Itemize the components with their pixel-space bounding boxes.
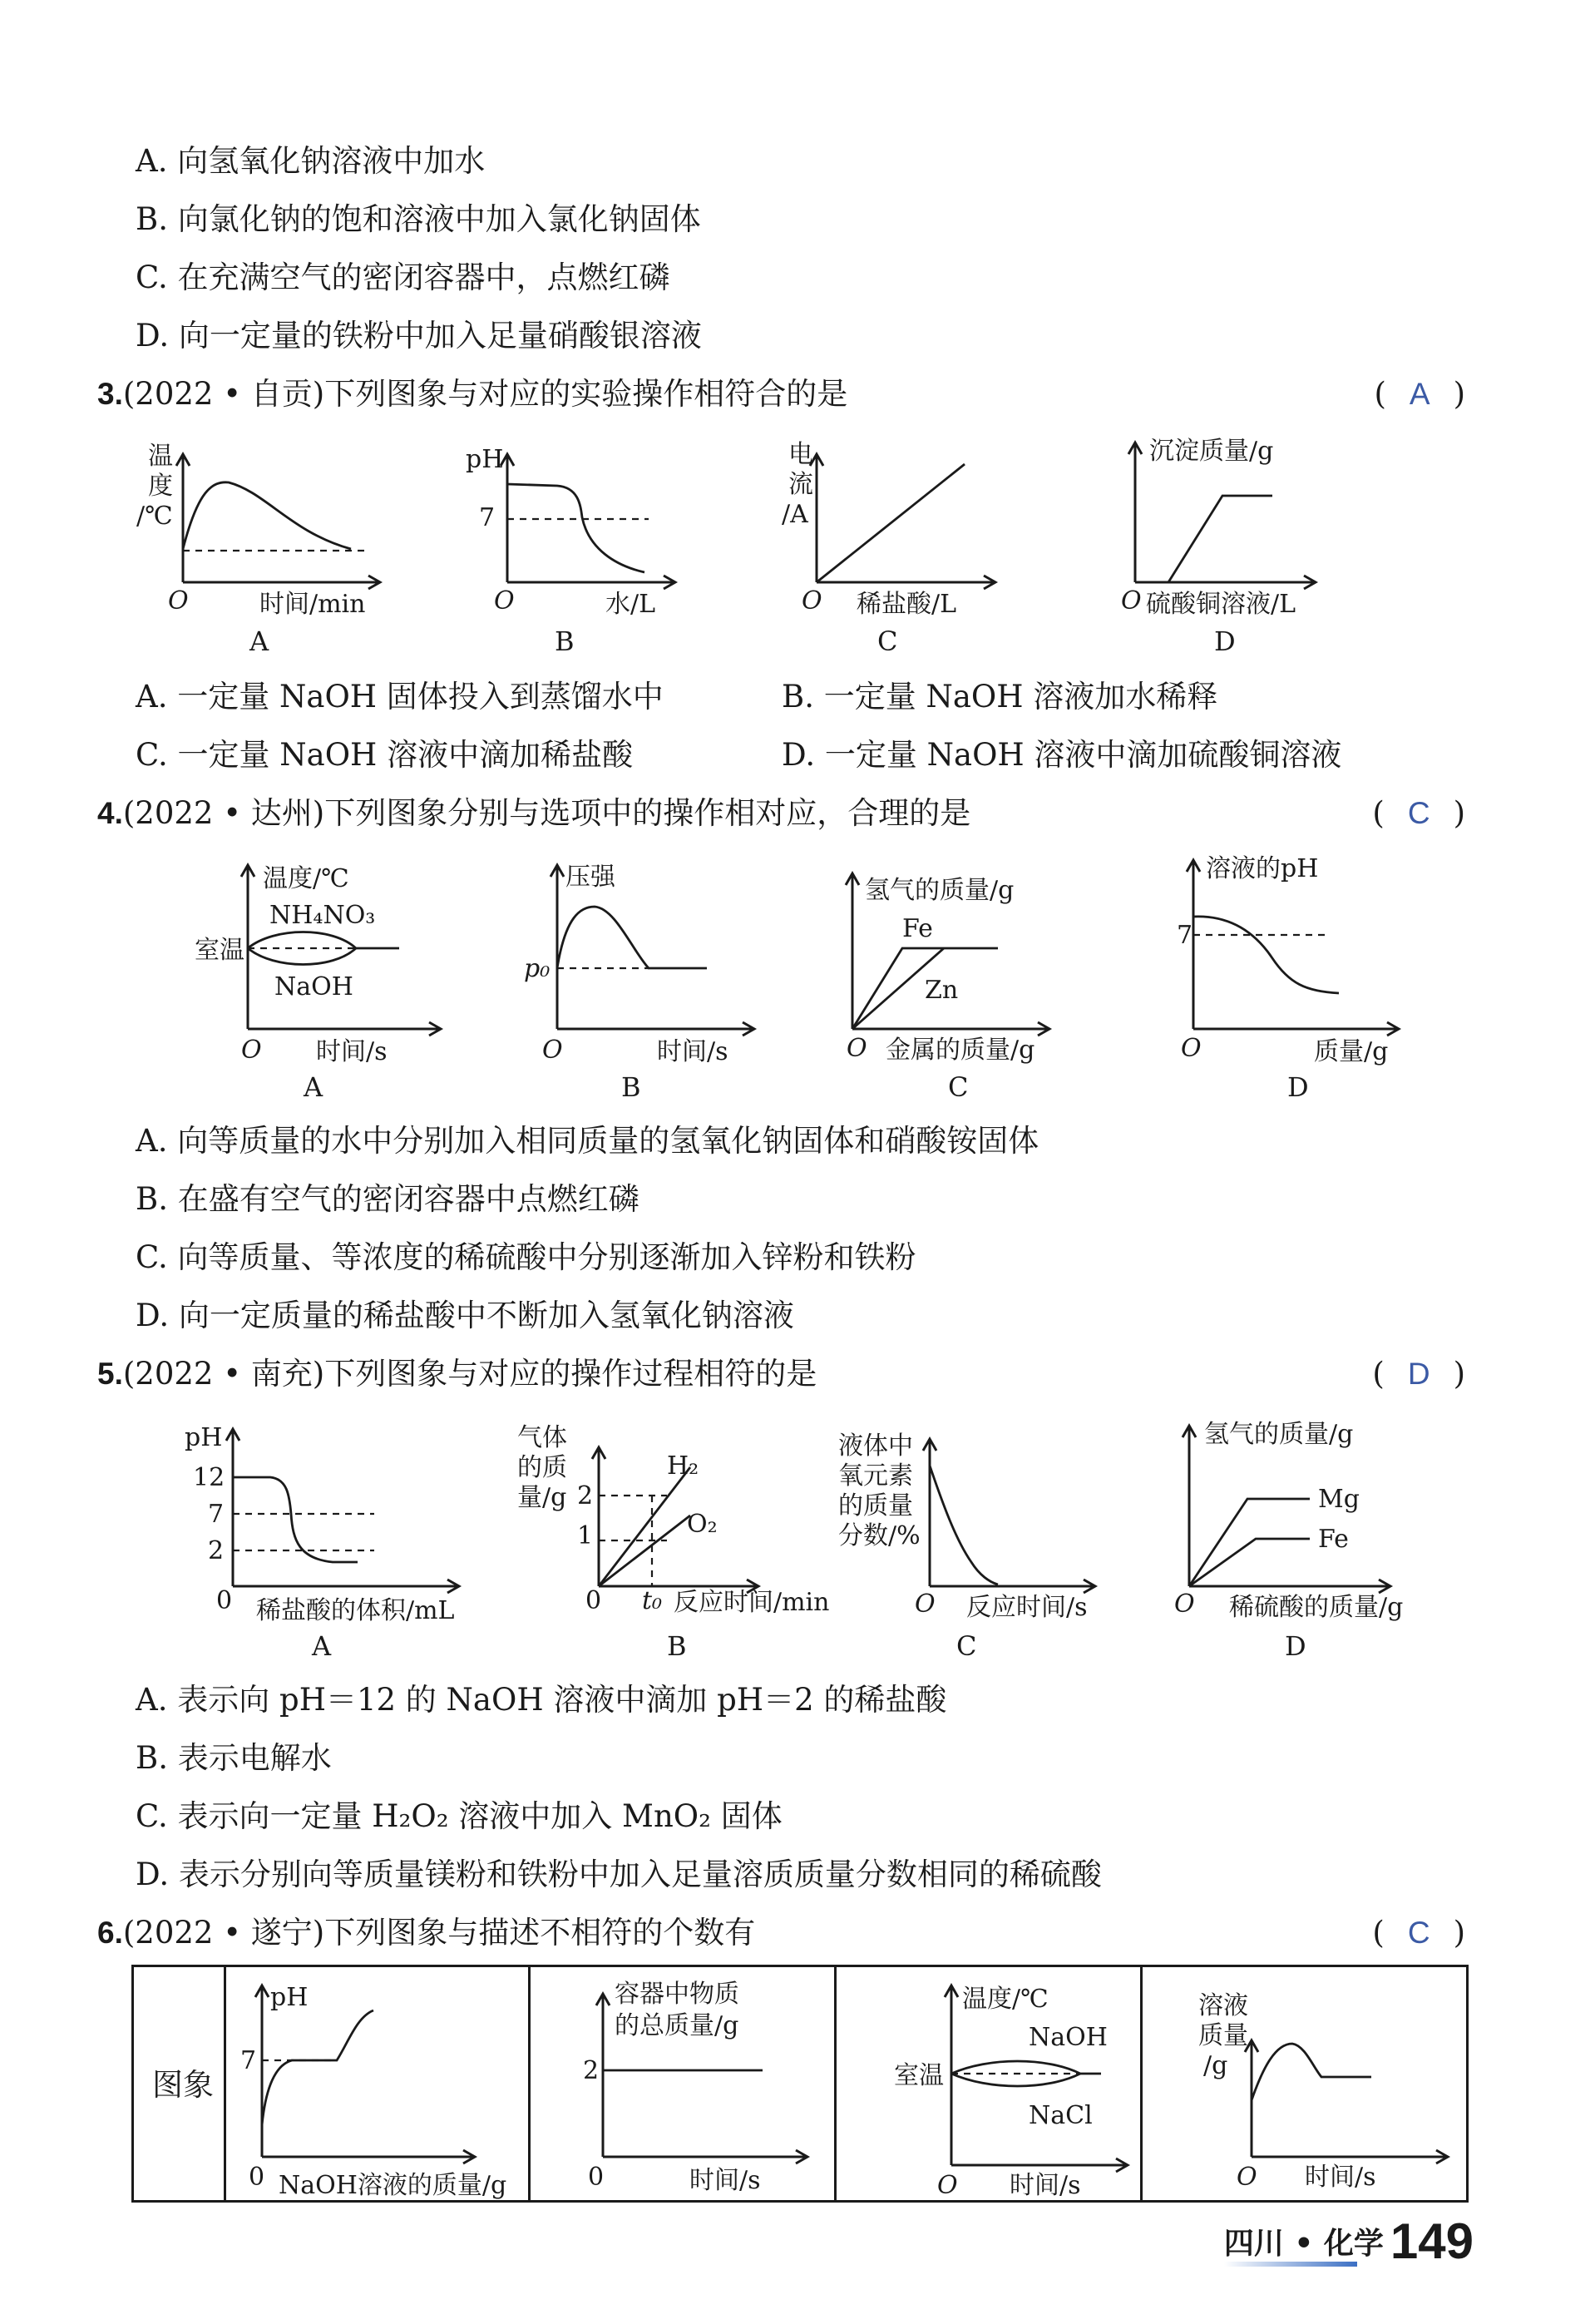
q5d-letter: D <box>1285 1630 1306 1662</box>
q3c-ylabel-1: 电 <box>788 440 813 469</box>
q4d-xlabel: 质量/g <box>1314 1037 1389 1066</box>
q4-graph-d <box>1177 854 1399 1103</box>
page-number: 149 <box>1390 2213 1474 2269</box>
q6g4-origin: O <box>1237 2163 1257 2192</box>
q5a-tick-2: 2 <box>208 1536 225 1565</box>
q5a-tick-12: 12 <box>193 1463 225 1492</box>
q4c-ylabel: 氢气的质量/g <box>865 876 1015 905</box>
q4-graph-c <box>846 873 1049 1103</box>
q5-number: 5. <box>97 1357 123 1391</box>
page-footer <box>1224 2213 1474 2270</box>
q5b-series2-label: O₂ <box>687 1510 718 1539</box>
q3a-letter: A <box>249 626 269 657</box>
q3-stem-text: (2022 • 自贡)下列图象与对应的实验操作相符合的是 <box>122 376 848 412</box>
q6g3-ylabel: 温度/℃ <box>962 1985 1049 2014</box>
q5-stem <box>97 1356 817 1392</box>
footer-province-subject: 四川 • 化学 <box>1223 2227 1384 2261</box>
q5-answer: ( D ) <box>1372 1356 1465 1392</box>
q5b-ylabel-2: 的质 <box>517 1453 567 1482</box>
q3-stem <box>97 376 847 413</box>
q5b-xtick: t₀ <box>642 1586 663 1615</box>
q4a-xlabel: 时间/s <box>316 1037 388 1066</box>
q3b-letter: B <box>555 626 575 657</box>
q5a-letter: A <box>312 1630 332 1662</box>
q5b-ylabel-3: 量/g <box>517 1483 567 1512</box>
q5d-series2-label: Fe <box>1318 1525 1349 1554</box>
q4-graph-b <box>524 863 754 1103</box>
q5b-ylabel-1: 气体 <box>517 1423 567 1452</box>
q6g1-tick-7: 7 <box>240 2046 257 2075</box>
q6-figures <box>224 1967 1466 2200</box>
q3b-origin: O <box>494 586 515 616</box>
q6g3-origin: O <box>937 2171 958 2200</box>
q4b-xlabel: 时间/s <box>657 1037 728 1066</box>
q6g4-ylabel-3: /g <box>1203 2051 1228 2080</box>
q4-option-d: D. 向一定质量的稀盐酸中不断加入氢氧化钠溶液 <box>136 1298 794 1333</box>
q5b-origin: 0 <box>585 1586 602 1615</box>
footer-accent-bar <box>1224 2262 1357 2267</box>
q4c-series1-label: Fe <box>902 914 933 943</box>
q2-option-c: C. 在充满空气的密闭容器中，点燃红磷 <box>136 260 670 295</box>
q4a-ytick: 室温 <box>195 936 244 965</box>
q3-option-a: A. 一定量 NaOH 固体投入到蒸馏水中 <box>136 679 664 715</box>
q4-number: 4. <box>97 796 123 830</box>
q3-answer-letter: A <box>1409 377 1430 411</box>
q4a-upper-label: NH₄NO₃ <box>269 901 376 930</box>
q5a-origin: 0 <box>216 1586 233 1615</box>
q5c-origin: O <box>915 1590 936 1619</box>
q5-stem-text: (2022 • 南充)下列图象与对应的操作过程相符的是 <box>122 1356 817 1392</box>
q3-graph-a <box>136 442 380 657</box>
q3d-ylabel: 沉淀质量/g <box>1149 437 1274 466</box>
q4d-ytick-7: 7 <box>1177 921 1193 950</box>
q5c-ylabel-3: 的质量 <box>838 1491 913 1520</box>
q4d-ylabel: 溶液的pH <box>1206 854 1319 883</box>
q3d-origin: O <box>1121 586 1142 616</box>
q3b-tick-7: 7 <box>479 503 496 532</box>
q4b-ytick: p₀ <box>524 954 551 983</box>
q5c-letter: C <box>956 1630 977 1662</box>
q2-option-b: B. 向氯化钠的饱和溶液中加入氯化钠固体 <box>136 201 701 237</box>
q3a-origin: O <box>168 586 189 616</box>
q6-table <box>131 1965 1469 2203</box>
q5b-tick-1: 1 <box>577 1521 594 1550</box>
q6g2-ylabel-1: 容器中物质 <box>615 1980 739 2009</box>
q5-option-a: A. 表示向 pH＝12 的 NaOH 溶液中滴加 pH＝2 的稀盐酸 <box>136 1682 947 1718</box>
q4-option-c: C. 向等质量、等浓度的稀硫酸中分别逐渐加入锌粉和铁粉 <box>136 1239 916 1275</box>
q3c-xlabel: 稀盐酸/L <box>857 590 957 619</box>
q4d-letter: D <box>1287 1071 1309 1103</box>
q3-option-d: D. 一定量 NaOH 溶液中滴加硫酸铜溶液 <box>782 737 1342 773</box>
q5a-tick-7: 7 <box>208 1500 225 1529</box>
q3d-letter: D <box>1214 626 1236 657</box>
q3c-ylabel-2: 流 <box>788 470 813 499</box>
q5d-origin: O <box>1174 1590 1195 1619</box>
q6-graph-1 <box>240 1983 506 2200</box>
q6g2-origin: 0 <box>588 2163 605 2192</box>
q3-graph-c <box>782 440 995 657</box>
q5b-letter: B <box>667 1630 687 1662</box>
q6g3-upper-curve <box>951 2061 1101 2074</box>
q4-answer: ( C ) <box>1372 795 1465 831</box>
q4-stem <box>97 795 970 832</box>
q6g1-origin: 0 <box>249 2163 265 2192</box>
q5c-xlabel: 反应时间/s <box>966 1593 1088 1622</box>
q6g4-curve <box>1252 2044 1371 2100</box>
q5b-tick-2: 2 <box>577 1481 594 1511</box>
q4-graph-a <box>195 864 441 1103</box>
q4b-letter: B <box>621 1071 641 1103</box>
q5d-series1-label: Mg <box>1318 1485 1360 1514</box>
q5c-ylabel-4: 分数/% <box>838 1521 921 1550</box>
q4-option-b: B. 在盛有空气的密闭容器中点燃红磷 <box>136 1181 639 1217</box>
q3-figures <box>125 433 1497 665</box>
q3-answer: ( A ) <box>1374 376 1465 412</box>
q4c-origin: O <box>847 1034 867 1063</box>
q4d-curve <box>1193 917 1339 993</box>
q5c-curve <box>930 1466 998 1585</box>
q6g1-curve <box>262 2010 373 2125</box>
q3-number: 3. <box>97 377 123 411</box>
q5-graph-d <box>1174 1420 1403 1662</box>
q6-graph-3 <box>894 1985 1128 2200</box>
q5c-ylabel-2: 氧元素 <box>838 1461 913 1491</box>
q6g1-ylabel: pH <box>270 1983 309 2012</box>
q6g3-lower-curve <box>951 2074 1080 2086</box>
q6-stem-text: (2022 • 遂宁)下列图象与描述不相符的个数有 <box>122 1915 756 1951</box>
q3-graph-b <box>466 445 675 657</box>
q6g4-xlabel: 时间/s <box>1305 2163 1376 2192</box>
q3c-origin: O <box>802 586 822 616</box>
q3a-ylabel-3: /℃ <box>136 502 173 531</box>
q6g2-xlabel: 时间/s <box>689 2166 761 2195</box>
q3a-xlabel: 时间/min <box>259 590 366 619</box>
q3b-xlabel: 水/L <box>605 590 656 619</box>
q5c-ylabel-1: 液体中 <box>838 1431 913 1461</box>
q6g2-ylabel-2: 的总质量/g <box>615 2011 739 2040</box>
q3b-curve <box>507 484 644 572</box>
q5d-xlabel: 稀硫酸的质量/g <box>1229 1593 1404 1622</box>
q5-option-d: D. 表示分别向等质量镁粉和铁粉中加入足量溶质质量分数相同的稀硫酸 <box>136 1857 1102 1892</box>
q6g4-ylabel-1: 溶液 <box>1198 1991 1248 2020</box>
q6g3-upper-label: NaOH <box>1029 2023 1108 2052</box>
q4-stem-text: (2022 • 达州)下列图象分别与选项中的操作相对应，合理的是 <box>122 795 971 831</box>
q3c-letter: C <box>877 626 898 657</box>
q6-graph-4 <box>1198 1991 1448 2192</box>
q5-graph-c <box>838 1431 1095 1662</box>
q4c-series2-label: Zn <box>925 976 959 1005</box>
q4-option-a: A. 向等质量的水中分别加入相同质量的氢氧化钠固体和硝酸铵固体 <box>136 1123 1039 1159</box>
q5-figures <box>125 1416 1497 1665</box>
q4d-origin: O <box>1181 1034 1202 1063</box>
q5-option-b: B. 表示电解水 <box>136 1740 332 1776</box>
q4c-letter: C <box>948 1071 969 1103</box>
q5b-xlabel: 反应时间/min <box>674 1588 830 1617</box>
q6g1-xlabel: NaOH溶液的质量/g <box>279 2171 507 2200</box>
q3a-ylabel-2: 度 <box>148 472 173 501</box>
q5a-ylabel: pH <box>185 1423 223 1452</box>
q4b-ylabel: 压强 <box>565 863 615 892</box>
q4a-letter: A <box>304 1071 323 1103</box>
q3b-ylabel: pH <box>466 445 504 474</box>
q3c-line <box>817 464 965 582</box>
q3a-ylabel-1: 温 <box>148 442 173 471</box>
q4a-upper-curve <box>248 932 399 949</box>
q6-number: 6. <box>97 1916 123 1950</box>
q4a-origin: O <box>241 1036 262 1065</box>
q3-option-c: C. 一定量 NaOH 溶液中滴加稀盐酸 <box>136 737 634 773</box>
q6-answer-letter: C <box>1407 1916 1430 1950</box>
q5-graph-a <box>185 1423 459 1662</box>
q5d-ylabel: 氢气的质量/g <box>1204 1420 1354 1449</box>
q6g2-tick-2: 2 <box>583 2056 600 2085</box>
q2-option-d: D. 向一定量的铁粉中加入足量硝酸银溶液 <box>136 318 702 354</box>
q6-graph-2 <box>583 1980 807 2195</box>
q2-option-a: A. 向氢氧化钠溶液中加水 <box>136 143 486 179</box>
q4a-lower-label: NaOH <box>274 972 353 1001</box>
q3c-ylabel-3: /A <box>782 500 808 529</box>
q4-figures <box>125 850 1497 1108</box>
q6g3-ytick: 室温 <box>894 2061 944 2090</box>
q5-answer-letter: D <box>1407 1357 1430 1391</box>
q5-option-c: C. 表示向一定量 H₂O₂ 溶液中加入 MnO₂ 固体 <box>136 1798 783 1834</box>
q5-graph-b <box>517 1423 829 1662</box>
q5b-series1-label: H₂ <box>667 1451 699 1481</box>
q4a-ylabel: 温度/℃ <box>263 864 349 893</box>
q6g4-ylabel-2: 质量 <box>1198 2021 1248 2050</box>
q3-option-b: B. 一定量 NaOH 溶液加水稀释 <box>782 679 1218 715</box>
q3d-xlabel: 硫酸铜溶液/L <box>1146 590 1296 619</box>
q4-answer-letter: C <box>1407 796 1430 830</box>
q6-stem <box>97 1915 755 1951</box>
q3a-curve <box>183 482 351 549</box>
q6g3-xlabel: 时间/s <box>1010 2171 1081 2200</box>
q3-graph-d <box>1121 437 1316 657</box>
q5a-curve <box>233 1477 358 1562</box>
q3d-curve <box>1168 496 1272 582</box>
q4a-lower-curve <box>248 948 356 965</box>
q5a-xlabel: 稀盐酸的体积/mL <box>256 1596 455 1625</box>
q6g3-lower-label: NaCl <box>1029 2101 1093 2130</box>
q6-answer: ( C ) <box>1372 1915 1465 1951</box>
q4b-origin: O <box>542 1036 563 1065</box>
q4b-curve <box>557 907 707 968</box>
q4c-xlabel: 金属的质量/g <box>886 1036 1035 1065</box>
q5d-fe-line <box>1189 1539 1310 1586</box>
q6-row-label: 图象 <box>152 2067 214 2103</box>
